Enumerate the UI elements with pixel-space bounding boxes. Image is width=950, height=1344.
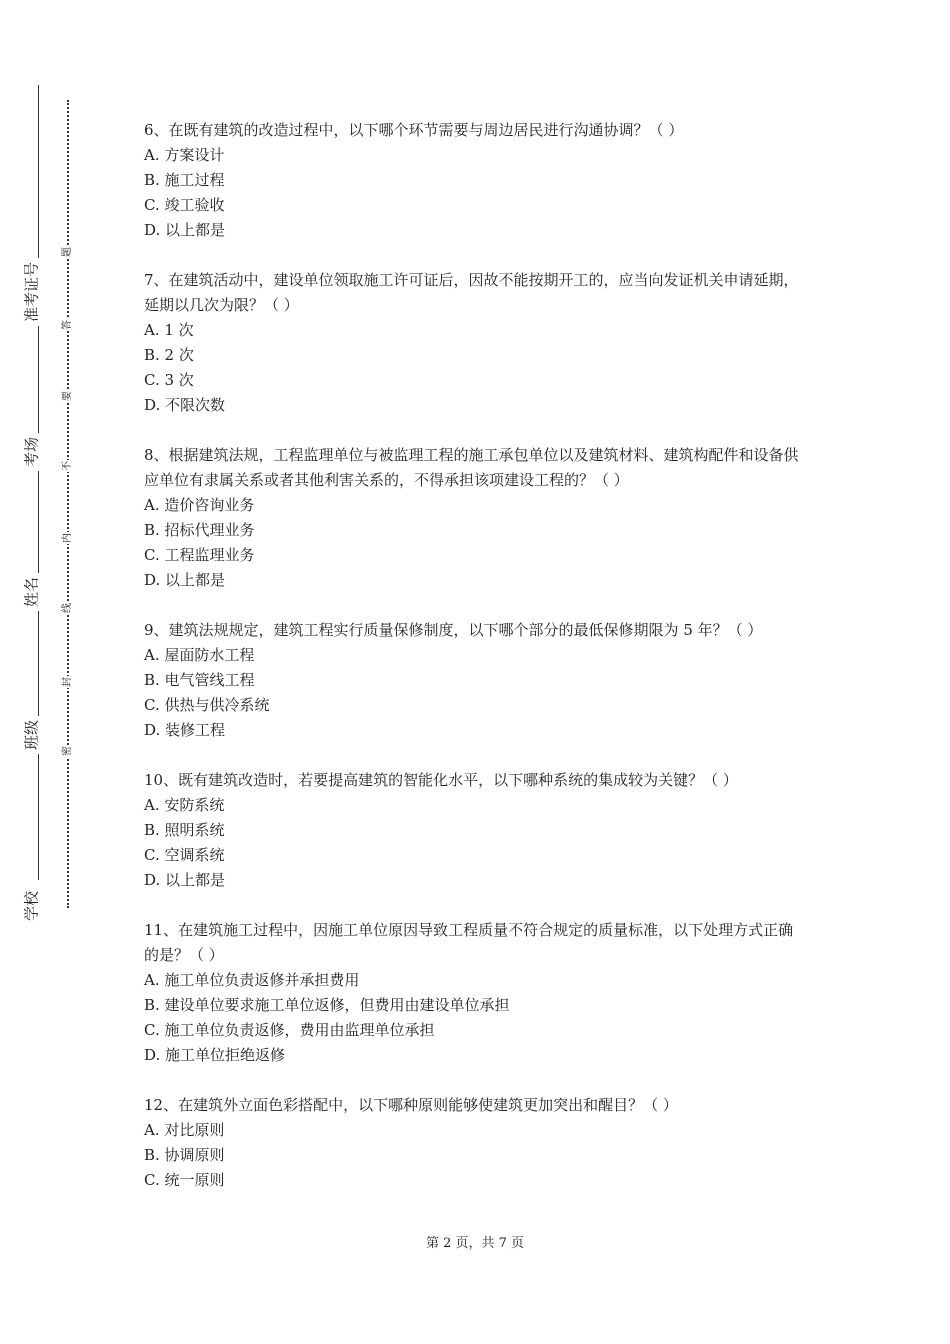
question-stem: 11、在建筑施工过程中，因施工单位原因导致工程质量不符合规定的质量标准，以下处理方式正确的是？（ ） <box>144 921 794 964</box>
option-c: C. 竣工验收 <box>144 196 225 214</box>
option-c: C. 统一原则 <box>144 1171 225 1189</box>
question-stem: 10、既有建筑改造时，若要提高建筑的智能化水平，以下哪种系统的集成较为关键？（ ） <box>144 771 738 789</box>
option-a: A. 造价咨询业务 <box>144 496 255 514</box>
question-stem: 12、在建筑外立面色彩搭配中，以下哪种原则能够使建筑更加突出和醒目？（ ） <box>144 1096 678 1114</box>
binding-dotted-line <box>67 100 69 908</box>
question-12 <box>144 1093 808 1193</box>
option-c: C. 空调系统 <box>144 846 225 864</box>
question-stem: 8、根据建筑法规，工程监理单位与被监理工程的施工承包单位以及建筑材料、建筑构配件和设备供应单位有隶属关系或者其他利害关系的，不得承担该项建设工程的？（ ） <box>144 446 799 489</box>
option-c: C. 施工单位负责返修，费用由监理单位承担 <box>144 1021 435 1039</box>
option-d: D. 以上都是 <box>144 571 226 589</box>
question-6 <box>144 118 808 243</box>
option-a: A. 1 次 <box>144 321 194 339</box>
question-stem: 9、建筑法规规定，建筑工程实行质量保修制度，以下哪个部分的最低保修期限为 5 年？（ ） <box>144 621 763 639</box>
option-c: C. 供热与供冷系统 <box>144 696 270 714</box>
option-b: B. 施工过程 <box>144 171 225 189</box>
option-a: A. 安防系统 <box>144 796 225 814</box>
option-b: B. 建设单位要求施工单位返修，但费用由建设单位承担 <box>144 996 510 1014</box>
option-d: D. 以上都是 <box>144 221 226 239</box>
question-11 <box>144 918 808 1068</box>
option-b: B. 招标代理业务 <box>144 521 255 539</box>
option-b: B. 照明系统 <box>144 821 225 839</box>
question-stem: 6、在既有建筑的改造过程中，以下哪个环节需要与周边居民进行沟通协调？（ ） <box>144 121 684 139</box>
option-d: D. 以上都是 <box>144 871 226 889</box>
option-a: A. 方案设计 <box>144 146 225 164</box>
page-number: 第 2 页，共 7 页 <box>425 1236 525 1251</box>
question-10 <box>144 768 808 893</box>
question-8 <box>144 443 808 593</box>
option-b: B. 协调原则 <box>144 1146 225 1164</box>
option-c: C. 工程监理业务 <box>144 546 255 564</box>
option-c: C. 3 次 <box>144 371 194 389</box>
binding-solid-line <box>38 85 39 880</box>
question-7 <box>144 268 808 418</box>
option-d: D. 施工单位拒绝返修 <box>144 1046 286 1064</box>
option-b: B. 2 次 <box>144 346 194 364</box>
option-a: A. 对比原则 <box>144 1121 225 1139</box>
option-b: B. 电气管线工程 <box>144 671 255 689</box>
question-stem: 7、在建筑活动中，建设单位领取施工许可证后，因故不能按期开工的，应当向发证机关申请延期，延期以几次为限？（ ） <box>144 271 799 314</box>
option-a: A. 施工单位负责返修并承担费用 <box>144 971 360 989</box>
option-d: D. 不限次数 <box>144 396 226 414</box>
question-9 <box>144 618 808 743</box>
option-d: D. 装修工程 <box>144 721 226 739</box>
question-list <box>144 118 808 1218</box>
option-a: A. 屋面防水工程 <box>144 646 255 664</box>
